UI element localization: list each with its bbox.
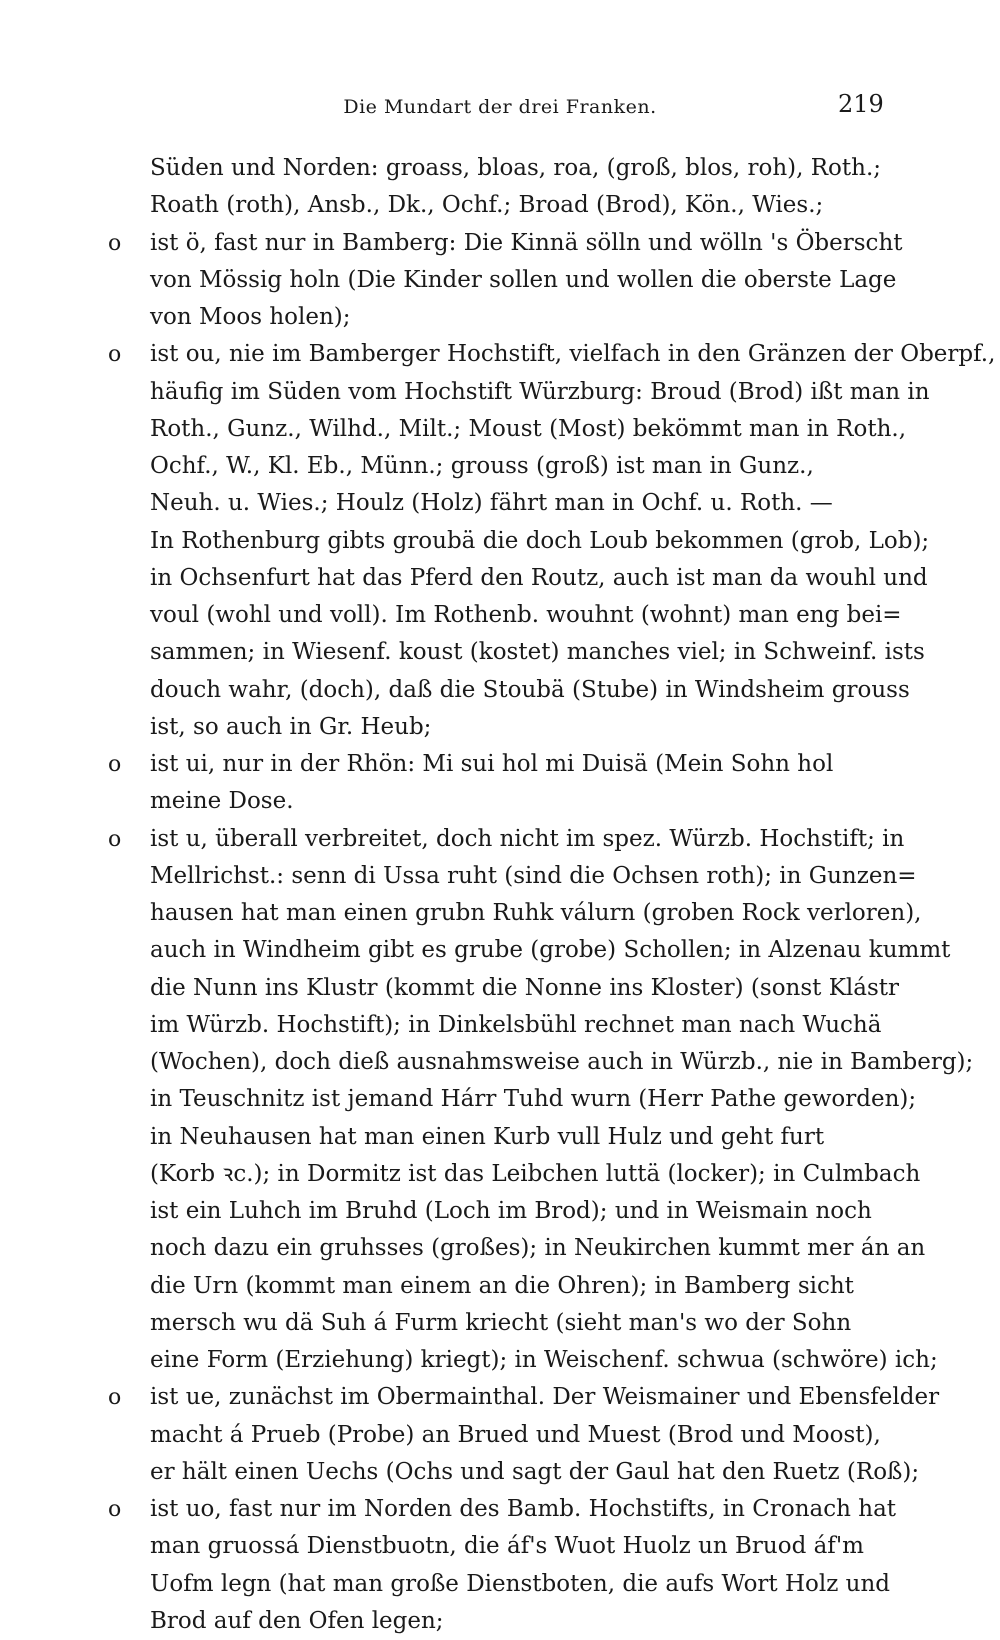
line-text: häufig im Süden vom Hochstift Würzburg: Broud (Brod) ißt man in [150,378,930,405]
text-line [0,336,1000,373]
line-text: In Rothenburg gibts groubä die doch Loub bekommen (grob, Lob); [150,527,930,554]
body-text [0,150,1000,1640]
line-text: ist ui, nur in der Rhön: Mi sui hol mi Duisä (Mein Sohn hol [150,751,834,777]
line-text: Mellrichst.: senn di Ussa ruht (sind die Ochsen roth); in Gunzen= [150,862,917,889]
line-text: von Mössig holn (Die Kinder sollen und wollen die oberste Lage [150,266,897,293]
line-text: im Würzb. Hochstift); in Dinkelsbühl rechnet man nach Wuchä [150,1011,882,1038]
text-line [0,783,1000,820]
line-text: voul (wohl und voll). Im Rothenb. wouhnt (wohnt) man eng bei= [150,602,902,628]
text-line [0,299,1000,336]
line-text: auch in Windheim gibt es grube (grobe) Schollen; in Alzenau kummt [150,937,951,964]
line-text: ist u, überall verbreitet, doch nicht im spez. Würzb. Hochstift; in [150,825,905,852]
text-line [0,187,1000,224]
line-text: (Wochen), doch dieß ausnahmsweise auch in Würzb., nie in Bamberg); [150,1049,974,1075]
text-line [0,1268,1000,1305]
text-line [0,672,1000,709]
text-line [0,1230,1000,1267]
line-text: in Neuhausen hat man einen Kurb vull Hulz und geht furt [150,1123,825,1150]
line-text: ist ö, fast nur in Bamberg: Die Kinnä sölln und wölln 's Öberscht [150,229,903,256]
line-text: mersch wu dä Suh á Furm kriecht (sieht man's wo der Sohn [150,1309,852,1336]
line-text: in Teuschnitz ist jemand Hárr Tuhd wurn (Herr Pathe geworden); [150,1086,917,1113]
text-line [0,1305,1000,1342]
running-title: Die Mundart der drei Franken. [343,96,657,118]
line-text: Roth., Gunz., Wilhd., Milt.; Moust (Most) bekömmt man in Roth., [150,415,907,442]
text-line [0,485,1000,522]
text-line [0,1156,1000,1193]
line-text: macht á Prueb (Probe) an Brued und Muest (Brod und Moost), [150,1421,881,1448]
text-line [0,597,1000,634]
line-text: ist ue, zunächst im Obermainthal. Der Weismainer und Ebensfelder [150,1384,940,1411]
text-line [0,1081,1000,1118]
text-line [0,225,1000,262]
line-text: noch dazu ein gruhsses (großes); in Neukirchen kummt mer án an [150,1235,926,1262]
line-text: Roath (roth), Ansb., Dk., Ochf.; Broad (Brod), Kön., Wies.; [150,192,824,219]
text-line [0,895,1000,932]
line-text: ist ou, nie im Bamberger Hochstift, vielfach in den Gränzen der Oberpf., [150,341,996,368]
line-text: Brod auf den Ofen legen; [150,1607,444,1634]
text-line [0,1417,1000,1454]
text-line [0,746,1000,783]
vowel-marker: o [108,342,122,368]
line-text: ist, so auch in Gr. Heub; [150,713,432,740]
vowel-marker: o [108,1497,122,1522]
line-text: Uofm legn (hat man große Dienstboten, die aufs Wort Holz und [150,1570,891,1597]
page-number: 219 [838,90,884,118]
text-line [0,1007,1000,1044]
line-text: die Urn (kommt man einem an die Ohren); in Bamberg sicht [150,1272,854,1299]
text-line [0,1044,1000,1081]
text-line [0,560,1000,597]
text-line [0,1342,1000,1379]
line-text: von Moos holen); [150,304,351,330]
line-text: Ochf., W., Kl. Eb., Münn.; grouss (groß) ist man in Gunz., [150,453,814,479]
text-line [0,374,1000,411]
line-text: hausen hat man einen grubn Ruhk válurn (groben Rock verloren), [150,900,922,926]
text-line [0,1491,1000,1528]
line-text: Neuh. u. Wies.; Houlz (Holz) fährt man in Ochf. u. Roth. — [150,490,833,517]
text-line [0,1193,1000,1230]
line-text: in Ochsenfurt hat das Pferd den Routz, auch ist man da wouhl und [150,564,928,591]
text-line [0,411,1000,448]
text-line [0,1566,1000,1603]
line-text: eine Form (Erziehung) kriegt); in Weischenf. schwua (schwöre) ich; [150,1347,938,1373]
text-line [0,1454,1000,1491]
text-line [0,970,1000,1007]
line-text: Süden und Norden: groass, bloas, roa, (groß, blos, roh), Roth.; [150,155,882,181]
text-line [0,1603,1000,1640]
text-line [0,821,1000,858]
text-line [0,634,1000,671]
text-line [0,1528,1000,1565]
line-text: ist uo, fast nur im Norden des Bamb. Hochstifts, in Cronach hat [150,1496,897,1522]
vowel-marker: o [108,1385,122,1411]
line-text: (Korb ꝛc.); in Dormitz ist das Leibchen luttä (locker); in Culmbach [150,1160,921,1187]
text-line [0,1379,1000,1416]
vowel-marker: o [108,826,122,852]
line-text: man gruossá Dienstbuotn, die áf's Wuot Huolz un Bruod áf'm [150,1533,864,1560]
text-line [0,709,1000,746]
text-line [0,523,1000,560]
line-text: die Nunn ins Klustr (kommt die Nonne ins Kloster) (sonst Klástr [150,974,900,1001]
line-text: er hält einen Uechs (Ochs und sagt der Gaul hat den Ruetz (Roß); [150,1458,920,1485]
text-line [0,448,1000,485]
vowel-marker: o [108,230,122,256]
text-line [0,932,1000,969]
line-text: meine Dose. [150,788,294,815]
vowel-marker: o [108,752,122,777]
text-line [0,858,1000,895]
line-text: ist ein Luhch im Bruhd (Loch im Brod); und in Weismain noch [150,1198,872,1224]
line-text: douch wahr, (doch), daß die Stoubä (Stube) in Windsheim grouss [150,676,910,703]
text-line [0,150,1000,187]
text-line [0,262,1000,299]
line-text: sammen; in Wiesenf. koust (kostet) manches viel; in Schweinf. ists [150,639,925,666]
text-line [0,1119,1000,1156]
